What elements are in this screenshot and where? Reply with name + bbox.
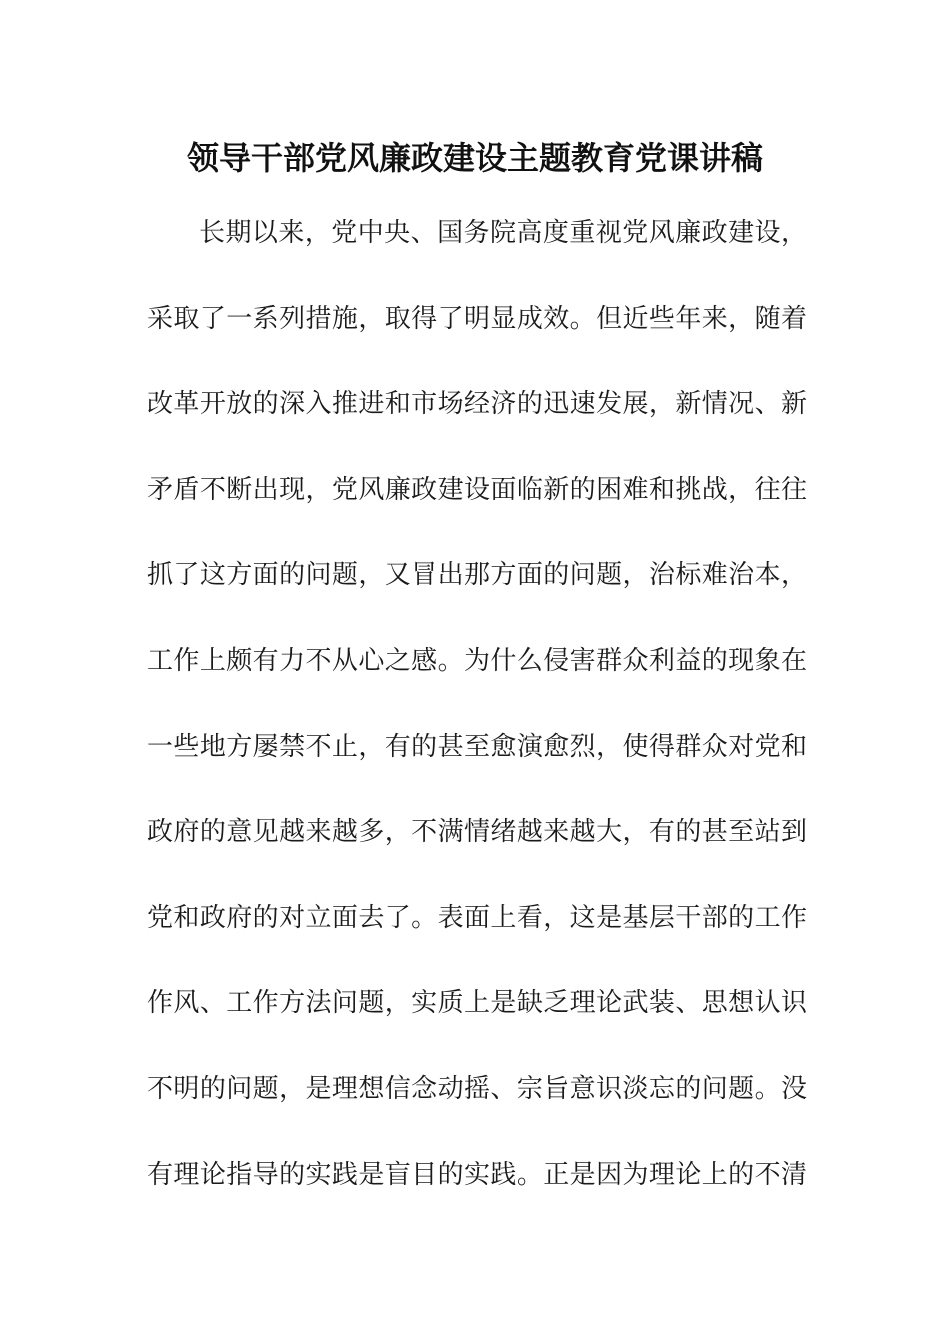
paragraph-line: 工作上颇有力不从心之感。为什么侵害群众利益的现象在	[147, 645, 807, 676]
paragraph-line: 改革开放的深入推进和市场经济的迅速发展，新情况、新	[147, 389, 807, 420]
paragraph-line: 矛盾不断出现，党风廉政建设面临新的困难和挑战，往往	[147, 474, 807, 505]
paragraph-line: 采取了一系列措施，取得了明显成效。但近些年来，随着	[147, 303, 807, 334]
paragraph-line: 抓了这方面的问题，又冒出那方面的问题，治标难治本，	[147, 560, 807, 591]
paragraph-line: 作风、工作方法问题，实质上是缺乏理论武装、思想认识	[147, 988, 807, 1019]
paragraph-line: 党和政府的对立面去了。表面上看，这是基层干部的工作	[147, 902, 807, 933]
paragraph-line: 政府的意见越来越多，不满情绪越来越大，有的甚至站到	[147, 817, 807, 848]
paragraph-line: 不明的问题，是理想信念动摇、宗旨意识淡忘的问题。没	[147, 1073, 807, 1104]
document-title: 领导干部党风廉政建设主题教育党课讲稿	[186, 139, 763, 177]
paragraph-line: 一些地方屡禁不止，有的甚至愈演愈烈，使得群众对党和	[147, 731, 807, 762]
paragraph-line: 有理论指导的实践是盲目的实践。正是因为理论上的不清	[147, 1159, 807, 1190]
paragraph-line: 长期以来，党中央、国务院高度重视党风廉政建设，	[199, 218, 807, 248]
document-body	[147, 191, 807, 1218]
